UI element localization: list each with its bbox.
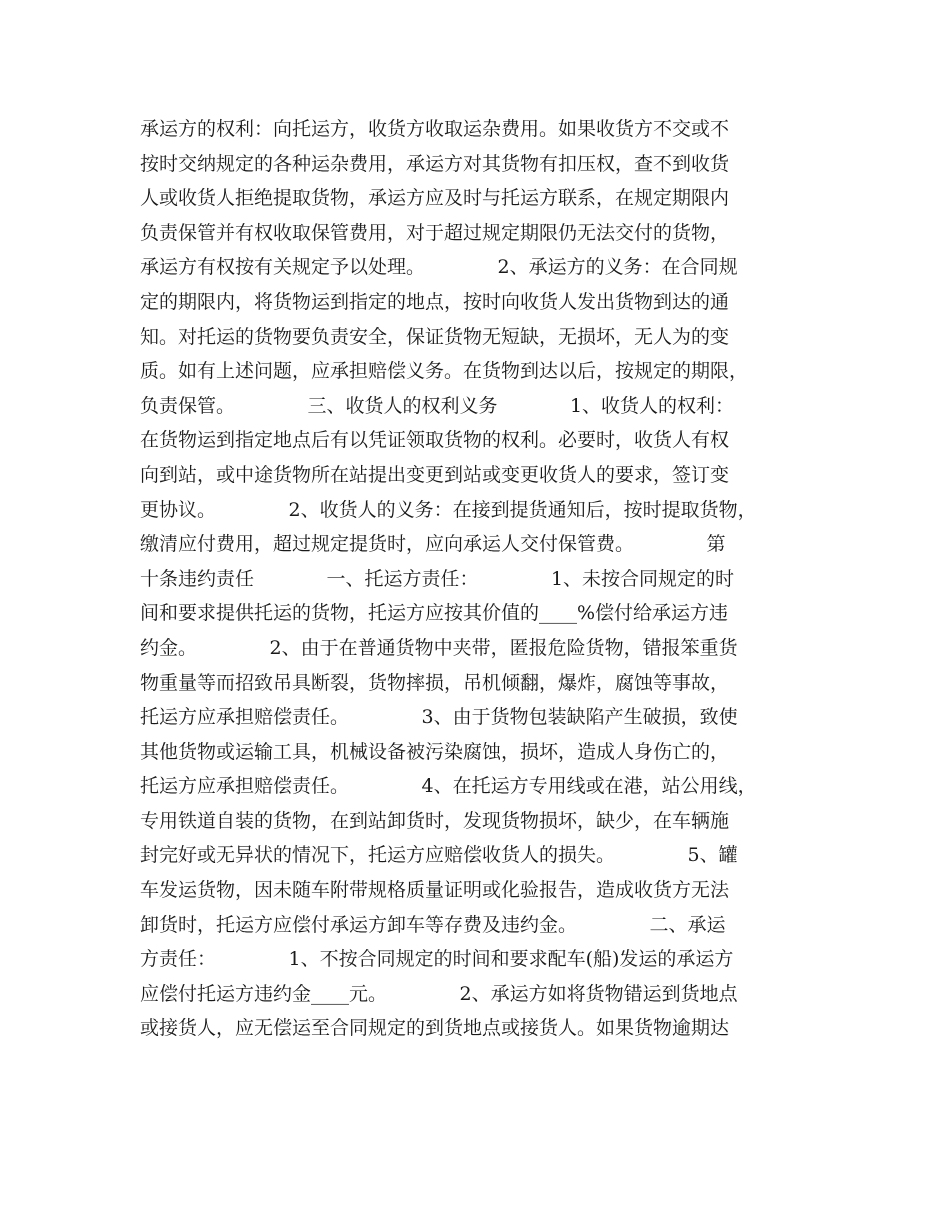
text-line: 知。对托运的货物要负责安全，保证货物无短缺，无损坏，无人为的变 bbox=[140, 325, 730, 348]
text-line: 十条违约责任 一、托运方责任： 1、未按合同规定的时 bbox=[140, 567, 735, 590]
text-line: 按时交纳规定的各种运杂费用，承运方对其货物有扣压权，查不到收货 bbox=[140, 152, 730, 175]
text-line: 封完好或无异状的情况下，托运方应赔偿收货人的损失。 5、罐 bbox=[140, 844, 738, 867]
text-line: 应偿付托运方违约金____元。 2、承运方如将货物错运到货地点 bbox=[140, 982, 738, 1005]
text-line: 其他货物或运输工具，机械设备被污染腐蚀，损坏，造成人身伤亡的， bbox=[140, 740, 730, 763]
text-line: 托运方应承担赔偿责任。 4、在托运方专用线或在港，站公用线， bbox=[140, 775, 757, 798]
text-line: 负责保管并有权收取保管费用，对于超过规定期限仍无法交付的货物， bbox=[140, 221, 730, 244]
text-line: 或接货人，应无偿运至合同规定的到货地点或接货人。如果货物逾期达 bbox=[140, 1017, 730, 1040]
text-line: 约金。 2、由于在普通货物中夹带，匿报危险货物，错报笨重货 bbox=[140, 636, 738, 659]
text-line: 托运方应承担赔偿责任。 3、由于货物包装缺陷产生破损，致使 bbox=[140, 706, 738, 729]
text-line: 负责保管。 三、收货人的权利义务 1、收货人的权利： bbox=[140, 394, 735, 417]
text-line: 车发运货物，因未随车附带规格质量证明或化验报告，造成收货方无法 bbox=[140, 879, 730, 902]
text-line: 物重量等而招致吊具断裂，货物摔损，吊机倾翻，爆炸，腐蚀等事故， bbox=[140, 671, 730, 694]
text-line: 更协议。 2、收货人的义务：在接到提货通知后，按时提取货物， bbox=[140, 498, 757, 521]
text-line: 质。如有上述问题，应承担赔偿义务。在货物到达以后，按规定的期限， bbox=[140, 360, 749, 383]
text-line: 缴清应付费用，超过规定提货时，应向承运人交付保管费。 第 bbox=[140, 533, 726, 556]
contract-body-text bbox=[140, 112, 830, 1046]
text-line: 承运方的权利：向托运方，收货方收取运杂费用。如果收货方不交或不 bbox=[140, 118, 730, 140]
text-line: 定的期限内，将货物运到指定的地点，按时向收货人发出货物到达的通 bbox=[140, 290, 730, 313]
text-line: 间和要求提供托运的货物，托运方应按其价值的____%偿付给承运方违 bbox=[140, 602, 729, 625]
text-line: 在货物运到指定地点后有以凭证领取货物的权利。必要时，收货人有权 bbox=[140, 429, 730, 452]
text-line: 向到站，或中途货物所在站提出变更到站或变更收货人的要求，签订变 bbox=[140, 463, 730, 486]
text-line: 人或收货人拒绝提取货物，承运方应及时与托运方联系，在规定期限内 bbox=[140, 187, 730, 210]
text-line: 卸货时，托运方应偿付承运方卸车等存费及违约金。 二、承运 bbox=[140, 913, 726, 936]
text-line: 方责任： 1、不按合同规定的时间和要求配车(船)发运的承运方 bbox=[140, 948, 734, 971]
text-line: 专用铁道自装的货物，在到站卸货时，发现货物损坏，缺少，在车辆施 bbox=[140, 809, 730, 832]
text-line: 承运方有权按有关规定予以处理。 2、承运方的义务：在合同规 bbox=[140, 256, 738, 279]
